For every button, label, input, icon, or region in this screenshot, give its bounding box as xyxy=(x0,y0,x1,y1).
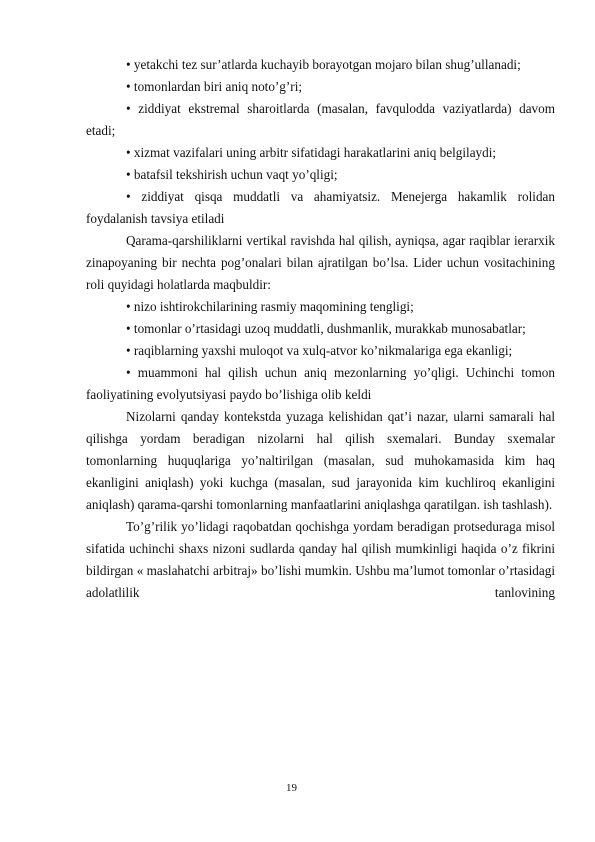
bullet-item: • batafsil tekshirish uchun vaqt yo’qligi; xyxy=(126,167,338,182)
bullet-item: • nizo ishtirokchilarining rasmiy maqomining tengligi; xyxy=(126,299,414,314)
bullet-item: • yetakchi tez sur’atlarda kuchayib borayotgan mojaro bilan shug’ullanadi; xyxy=(126,57,521,72)
bullet-item: • ziddiyat ekstremal sharoitlarda (masalan, favqulodda vaziyatlarda) davom etadi; xyxy=(86,101,555,138)
paragraph: Qarama-qarshiliklarni vertikal ravishda hal qilish, ayniqsa, agar raqiblar ierarxik zinapoyaning bir nechta pog’onalari bilan ajratilgan bo’lsa. Lider uchun vositachining roli quyidagi holatlarda maqbuldir: xyxy=(86,233,555,292)
bullet-item: • xizmat vazifalari uning arbitr sifatidagi harakatlarini aniq belgilaydi; xyxy=(126,145,497,160)
bullet-item: • raqiblarning yaxshi muloqot va xulq-atvor ko’nikmalariga ega ekanligi; xyxy=(126,343,513,358)
paragraph: To’g’rilik yo’lidagi raqobatdan qochishga yordam beradigan protseduraga misol sifatida uchinchi shaxs nizoni sudlarda qanday hal qilish mumkinligi haqida o’z fikrini bildirgan « maslahatchi arbitraj» bo’lishi mumkin. Ushbu ma’lumot tomonlar o’rtasidagi adolatlilik tanlovining xyxy=(86,519,555,600)
bullet-item: • tomonlar o’rtasidagi uzoq muddatli, dushmanlik, murakkab munosabatlar; xyxy=(126,321,526,336)
page-number xyxy=(0,782,595,794)
page-number-text: 19 xyxy=(286,782,297,794)
document-body xyxy=(86,54,555,604)
bullet-item: • muammoni hal qilish uchun aniq mezonlarning yo’qligi. Uchinchi tomon faoliyatining evolyutsiyasi paydo bo’lishiga olib keldi xyxy=(86,365,555,402)
bullet-item: • ziddiyat qisqa muddatli va ahamiyatsiz. Menejerga hakamlik rolidan foydalanish tavsiya etiladi xyxy=(86,189,555,226)
bullet-item: • tomonlardan biri aniq noto’g’ri; xyxy=(126,79,303,94)
paragraph: Nizolarni qanday kontekstda yuzaga kelishidan qat’i nazar, ularni samarali hal qilishga yordam beradigan nizolarni hal qilish sxemalari. Bunday sxemalar tomonlarning huquqlariga yo’naltirilgan (masalan, sud muhokamasida kim haq ekanligini aniqlash) yoki kuchga (masalan, sud jarayonida kim kuchliroq ekanligini aniqlash) qarama-qarshi tomonlarning manfaatlarini aniqlashga qaratilgan. ish tashlash). xyxy=(86,409,555,512)
